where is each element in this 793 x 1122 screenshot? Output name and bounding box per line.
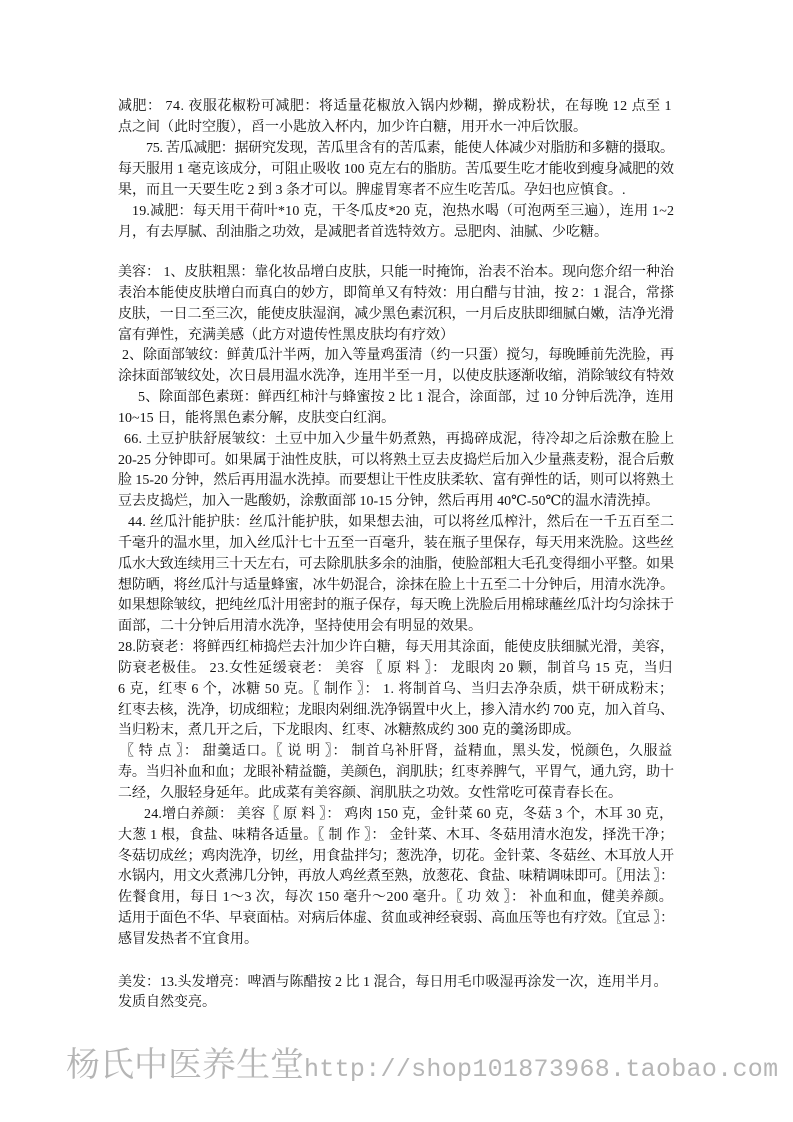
text-line: 月，有去厚腻、刮油脂之功效，是减肥者首选特效方。忌肥肉、油腻、少吃糖。 <box>118 225 608 240</box>
text-line: 千毫升的温水里，加入丝瓜汁七十五至一百毫升，装在瓶子里保存，每天用来洗脸。这些丝 <box>118 535 674 551</box>
text-line: 10~15 日，能将黑色素分解，皮肤变白红润。 <box>118 410 396 426</box>
text-line: 防衰老极佳。 23.女性延缓衰老： 美容 〖 原 料 〗： 龙眼肉 20 颗，制首乌 15 克，当归 <box>118 660 673 676</box>
text-line: 20-25 分钟即可。如果属于油性皮肤，可以将熟土豆去皮捣烂后加入少量燕麦粉，混合后敷 <box>118 452 675 468</box>
text-line: 当归粉末，煮几开之后，下龙眼肉、红枣、冰糖熬成约 300 克的羹汤即成。 <box>118 723 580 739</box>
watermark-url: http://shop101873968.taobao.com <box>304 1055 779 1084</box>
text-line: 豆去皮捣烂，加入一匙酸奶，涂敷面部 10-15 分钟，然后再用 40℃-50℃的温水清洗掉。 <box>118 494 660 510</box>
text-line: 美容： 1、皮肤粗黑：靠化妆品增白皮肤，只能一时掩饰，治表不治本。现向您介绍一种治 <box>118 265 674 280</box>
text-line: 〖 特 点 〗： 甜羹适口。〖 说 明 〗： 制首乌补肝肾，益精血，黑头发，悦颜色，久服益 <box>120 744 673 760</box>
text-line: 脸 15-20 分钟，然后再用温水洗掉。而要想让干性皮肤柔软、富有弹性的话，则可以将熟土 <box>118 473 674 489</box>
text-line: 面部，二十分钟后用清水洗净，坚持使用会有明显的效果。 <box>118 619 482 635</box>
text-line: 表治本能使皮肤增白而真白的妙方，即简单又有特效：用白醋与甘油，按 2：1 混合，常搽 <box>118 285 675 301</box>
text-line: 二经，久服轻身延年。此成菜有美容颜、润肌肤之功效。女性常吃可葆青春长在。 <box>118 786 622 801</box>
text-line: 24.增白养颜： 美容〖 原 料 〗： 鸡肉 150 克，金针菜 60 克，冬菇 3 个，木耳 30 克， <box>144 806 674 822</box>
text-line: 44. 丝瓜汁能护肤：丝瓜汁能护肤，如果想去油，可以将丝瓜榨汁，然后在一千五百至二 <box>128 515 675 531</box>
text-line: 大葱 1 根，食盐、味精各适量。〖 制 作 〗： 金针菜、木耳、冬菇用清水泡发，择洗干净； <box>118 827 674 843</box>
text-line: 红枣去核，洗净，切成细粒；龙眼肉剁细.洗净锅置中火上，掺入清水约 700 克，加入首乌、 <box>118 702 674 718</box>
text-line: 富有弹性，充满美感（此方对遗传性黑皮肤均有疗效） <box>118 327 454 343</box>
text-line: 如果想除皱纹，把纯丝瓜汁用密封的瓶子保存，每天晚上洗脸后用棉球蘸丝瓜汁均匀涂抹于 <box>118 598 674 614</box>
text-line: 果，而且一天要生吃 2 到 3 条才可以。脾虚胃寒者不应生吃苦瓜。孕妇也应慎食。. <box>118 183 626 198</box>
text-line: 皮肤，一日二至三次，能使皮肤湿润，减少黑色素沉积，一月后皮肤即细腻白嫩，洁净光滑 <box>118 306 674 322</box>
text-line: 感冒发热者不宜食用。 <box>118 931 258 947</box>
text-line: 寿。当归补血和血；龙眼补精益髓，美颜色，润肌肤；红枣养脾气，平胃气，通九窍，助十 <box>118 765 674 781</box>
text-line: 2、除面部皱纹：鲜黄瓜汁半两，加入等量鸡蛋清（约一只蛋）搅匀，每晚睡前先洗脸，再 <box>122 348 674 364</box>
text-line: 想防晒，将丝瓜汁与适量蜂蜜，冰牛奶混合，涂抹在脸上十五至二十分钟后，用清水洗净。 <box>118 577 674 593</box>
text-line: 冬菇切成丝；鸡肉洗净，切丝，用食盐拌匀；葱洗净，切花。金针菜、冬菇丝、木耳放人开 <box>118 848 674 864</box>
text-line: 佐餐食用，每日 1～3 次，每次 150 毫升～200 毫升。〖 功 效 〗： 补血和血，健美养颜。 <box>118 890 674 906</box>
text-line: 19.减肥：每天用干荷叶*10 克，干冬瓜皮*20 克，泡热水喝（可泡两至三遍），连用 1~2 <box>132 204 675 219</box>
text-line: 美发：13.头发增亮：啤酒与陈醋按 2 比 1 混合，每日用毛巾吸湿再涂发一次，连用半月。 <box>118 975 668 990</box>
text-line: 瓜水大致连续用三十天左右，可去除肌肤多余的油脂，使脸部粗大毛孔变得细小平整。如果 <box>118 556 674 572</box>
text-line: 适用于面色不华、早衰面枯。对病后体虚、贫血或神经衰弱、高血压等也有疗效。〖宜忌 〗： <box>118 911 674 927</box>
text-line: 5、除面部色素斑：鲜西红柿汁与蜂蜜按 2 比 1 混合，涂面部，过 10 分钟后洗净，连用 <box>138 390 675 406</box>
watermark <box>66 1045 778 1090</box>
text-line: 水锅内，用文火煮沸几分钟，再放人鸡丝煮至熟，放葱花、食盐、味精调味即可。〖用法 〗： <box>118 869 674 885</box>
text-line: 涂抹面部皱纹处，次日晨用温水洗净，连用半至一月，以使皮肤逐渐收缩，消除皱纹有特效 <box>118 369 674 385</box>
text-line: 每天服用 1 毫克该成分，可阻止吸收 100 克左右的脂肪。苦瓜要生吃才能收到瘦身减肥的效 <box>118 162 674 177</box>
watermark-name: 杨氏中医养生堂 <box>66 1045 304 1085</box>
text-line: 发质自然变亮。 <box>118 995 216 1010</box>
text-line: 66. 土豆护肤舒展皱纹：土豆中加入少量牛奶煮熟，再捣碎成泥，待冷却之后涂敷在脸上 <box>124 431 675 447</box>
text-line: 点之间（此时空腹），舀一小匙放入杯内，加少许白糖，用开水一冲后饮服。 <box>118 120 587 135</box>
text-line: 6 克，红枣 6 个，冰糖 50 克。〖 制作 〗： 1. 将制首乌、当归去净杂质，烘干研成粉末； <box>118 681 674 697</box>
text-line: 减肥： 74. 夜服花椒粉可减肥：将适量花椒放入锅内炒糊，擀成粉状，在每晚 12 点至 1 <box>118 99 673 114</box>
text-line: 28.防衰老：将鲜西红柿捣烂去汁加少许白糖，每天用其涂面，能使皮肤细腻光滑，美容， <box>118 640 675 656</box>
text-line: 75. 苦瓜减肥：据研究发现，苦瓜里含有的苦瓜素，能使人体减少对脂肪和多糖的摄取。 <box>146 141 674 156</box>
